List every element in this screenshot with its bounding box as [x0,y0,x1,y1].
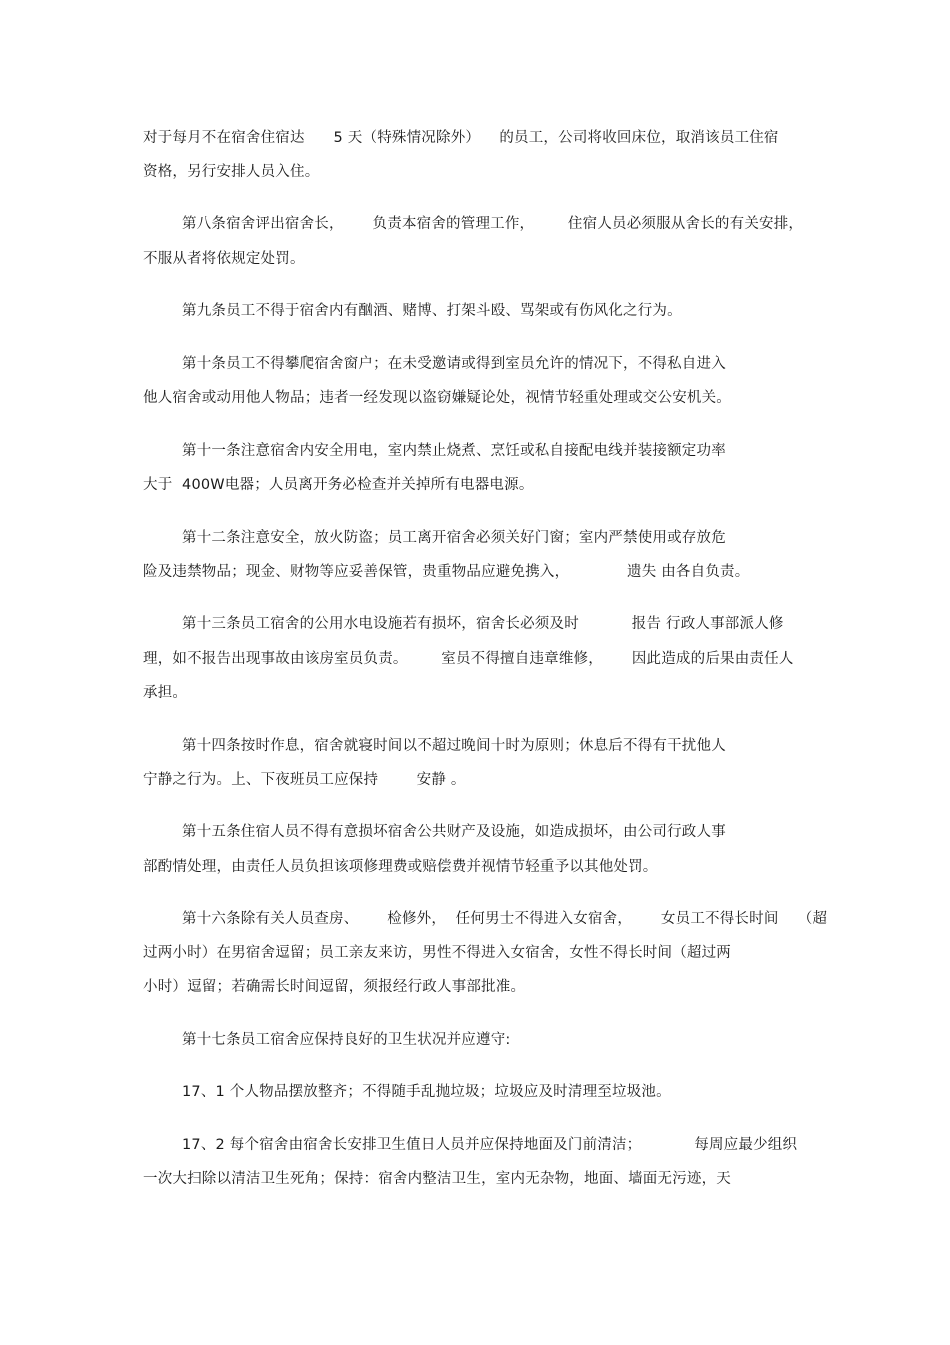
text-line: 过两小时）在男宿舍逗留；员工亲友来访，男性不得进入女宿舍，女性不得长时间（超过两 [143,945,731,961]
text-line: 第十五条住宿人员不得有意损坏宿舍公共财产及设施，如造成损坏，由公司行政人事 [182,824,726,840]
text-line: 理，如不报告出现事故由该房室员负责。 室员不得擅自违章维修， 因此造成的后果由责任人 [143,651,794,667]
text-line: 对于每月不在宿舍住宿达 5 天（特殊情况除外） 的员工，公司将收回床位，取消该员工住宿 [143,130,779,146]
text-line: 资格，另行安排人员入住。 [143,164,320,180]
text-line: 第九条员工不得于宿舍内有酗酒、赌博、打架斗殴、骂架或有伤风化之行为。 [182,303,682,319]
text-line: 一次大扫除以清洁卫生死角；保持：宿舍内整洁卫生，室内无杂物，地面、墙面无污迹，天 [143,1171,731,1187]
text-line: 第十一条注意宿舍内安全用电，室内禁止烧煮、烹饪或私自接配电线并装接额定功率 [182,443,726,459]
text-line: 宁静之行为。上、下夜班员工应保持 安静 。 [143,772,466,788]
text-line: 承担。 [143,685,188,701]
text-line: 第十三条员工宿舍的公用水电设施若有损坏，宿舍长必须及时 报告 行政人事部派人修 [182,616,784,632]
text-line: 部酌情处理，由责任人员负担该项修理费或赔偿费并视情节轻重予以其他处罚。 [143,859,658,875]
text-line: 大于 400W电器；人员离开务必检查并关掉所有电器电源。 [143,477,534,493]
text-line: 第八条宿舍评出宿舍长， 负责本宿舍的管理工作， 住宿人员必须服从舍长的有关安排， [182,216,804,232]
text-line: 小时）逗留；若确需长时间逗留，须报经行政人事部批准。 [143,979,526,995]
text-line: 他人宿舍或动用他人物品；违者一经发现以盗窃嫌疑论处，视情节轻重处理或交公安机关。 [143,390,731,406]
text-line: 17、2 每个宿舍由宿舍长安排卫生值日人员并应保持地面及门前清洁； 每周应最少组织 [182,1137,798,1153]
text-line: 不服从者将依规定处罚。 [143,251,305,267]
text-line: 第十六条除有关人员查房、 检修外， 任何男士不得进入女宿舍， 女员工不得长时间 （超 [182,911,828,927]
text-line: 第十条员工不得攀爬宿舍窗户；在未受邀请或得到室员允许的情况下，不得私自进入 [182,356,726,372]
text-line: 险及违禁物品；现金、财物等应妥善保管，贵重物品应避免携入， 遗失 由各自负责。 [143,564,750,580]
text-line: 17、1 个人物品摆放整齐；不得随手乱抛垃圾；垃圾应及时清理至垃圾池。 [182,1084,671,1100]
text-line: 第十二条注意安全，放火防盗；员工离开宿舍必须关好门窗；室内严禁使用或存放危 [182,530,726,546]
text-line: 第十七条员工宿舍应保持良好的卫生状况并应遵守: [182,1032,511,1048]
text-line: 第十四条按时作息，宿舍就寝时间以不超过晚间十时为原则；休息后不得有干扰他人 [182,738,726,754]
